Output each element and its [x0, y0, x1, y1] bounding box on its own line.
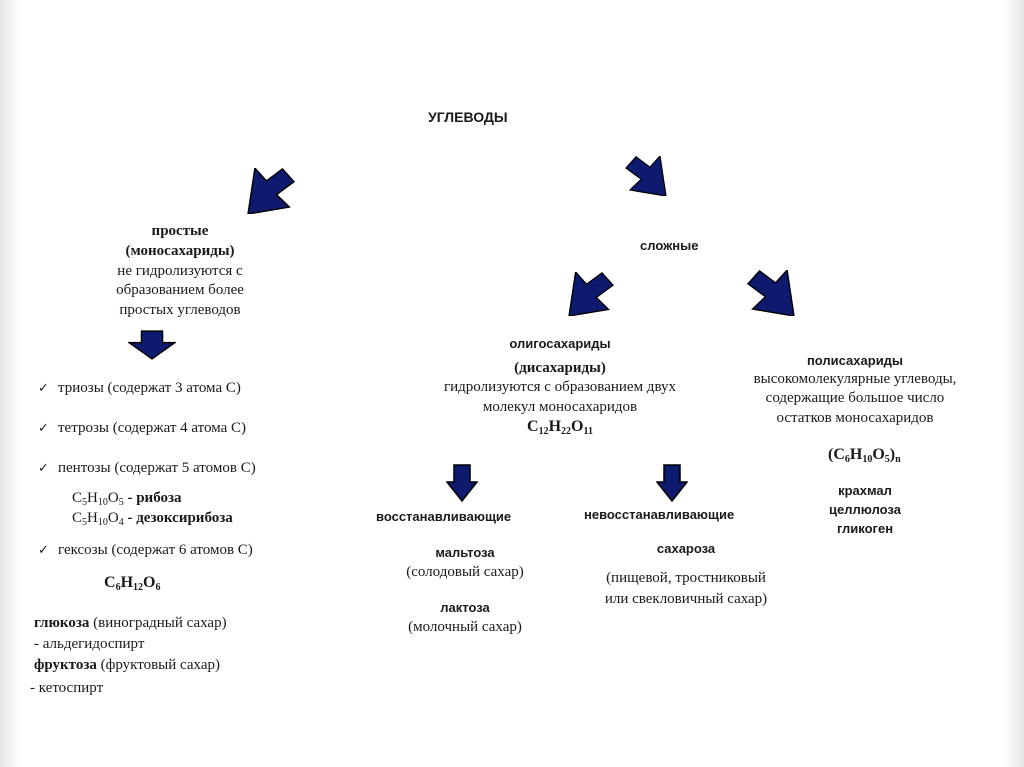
arrow-down-reducing-icon: [446, 464, 478, 502]
lactose-name: лактоза: [440, 600, 490, 616]
sucrose-desc-1: (пищевой, тростниковый: [606, 570, 766, 587]
diagram-title: УГЛЕВОДЫ: [428, 109, 508, 125]
right-edge-shade: [1004, 0, 1024, 767]
arrow-down-nonreducing-icon: [656, 464, 688, 502]
simple-subheading: (моносахариды): [125, 242, 235, 259]
simple-heading: простые: [151, 223, 209, 239]
list-item-hexoses: ✓ гексозы (содержат 6 атомов С): [38, 542, 253, 558]
sucrose-desc-2: или свекловичный сахар): [604, 591, 768, 608]
oligo-heading: олигосахариды: [509, 336, 611, 351]
poly-heading: полисахариды: [806, 353, 904, 368]
check-icon: ✓: [38, 461, 49, 476]
oligo-desc-2: молекул моносахаридов: [482, 398, 638, 415]
reducing-label: восстанавливающие: [376, 509, 512, 524]
list-item-tetroses: ✓ тетрозы (содержат 4 атома С): [38, 420, 247, 436]
poly-desc-2: содержащие большое число: [765, 390, 945, 407]
hexose-formula: $C_6H_{12}O_6$: [104, 574, 161, 593]
list-item-pentoses: ✓ пентозы (содержат 5 атомов С): [38, 460, 256, 476]
arrow-down-simple-icon: [128, 330, 176, 360]
oligo-block: [410, 336, 710, 438]
ribose-name: рибоза: [136, 490, 182, 506]
maltose-desc: (солодовый сахар): [406, 564, 524, 581]
poly-desc-3: остатков моносахаридов: [776, 409, 934, 426]
left-edge-shade: [0, 0, 20, 767]
poly-block: [730, 353, 980, 428]
arrow-to-simple-icon: [246, 168, 296, 214]
fructose-name: фруктоза: [34, 657, 97, 673]
arrow-to-complex-icon: [624, 156, 668, 196]
complex-label: сложные: [640, 238, 699, 253]
oligo-formula: $C_{12}H_{22}O_{11}$: [527, 418, 593, 438]
glucose-line: [34, 615, 227, 632]
poly-desc-1: высокомолекулярные углеводы,: [753, 370, 957, 387]
glucose-type: - альдегидоспирт: [34, 636, 145, 652]
reducing-block: [380, 544, 550, 638]
simple-desc-2: образованием более: [116, 282, 244, 299]
glucose-desc: (виноградный сахар): [93, 615, 227, 631]
arrow-to-oligo-icon: [566, 272, 616, 316]
maltose-name: мальтоза: [435, 545, 495, 560]
deoxyribose-formula-line: $C_5H_{10}O_4$ - дезоксирибоза: [72, 510, 233, 528]
poly-example-starch: крахмал: [838, 483, 892, 498]
simple-desc-3: простых углеводов: [119, 302, 241, 319]
simple-block: [60, 222, 300, 321]
poly-examples: [810, 482, 920, 539]
poly-example-glycogen: гликоген: [836, 520, 894, 536]
lactose-desc: (молочный сахар): [408, 619, 522, 636]
nonreducing-label: невосстанавливающие: [584, 507, 735, 522]
deoxyribose-formula: $C_5H_{10}O_4$: [72, 510, 124, 528]
oligo-subheading: (дисахариды): [514, 359, 606, 376]
check-icon: ✓: [38, 543, 49, 558]
fructose-desc: (фруктовый сахар): [100, 657, 220, 673]
nonreducing-block: [576, 540, 796, 610]
simple-desc-1: не гидролизуются с: [117, 262, 243, 279]
fructose-type: - кетоспирт: [30, 680, 104, 696]
arrow-to-poly-icon: [746, 270, 796, 316]
sucrose-name: сахароза: [656, 541, 716, 556]
poly-example-cellulose: целлюлоза: [829, 501, 901, 517]
check-icon: ✓: [38, 381, 49, 396]
ribose-formula-line: $C_5H_{10}O_5$ - рибоза: [72, 490, 182, 508]
check-icon: ✓: [38, 421, 49, 436]
fructose-line: [34, 657, 220, 674]
glucose-name: глюкоза: [34, 615, 90, 631]
list-item-trioses: ✓ триозы (содержат 3 атома С): [38, 380, 241, 396]
ribose-formula: $C_5H_{10}O_5$: [72, 490, 124, 508]
deoxyribose-name: дезоксирибоза: [136, 510, 233, 526]
poly-formula: $(C_6H_{10}O_5)_n$: [828, 446, 901, 465]
oligo-desc-1: гидролизуются с образованием двух: [443, 379, 677, 396]
